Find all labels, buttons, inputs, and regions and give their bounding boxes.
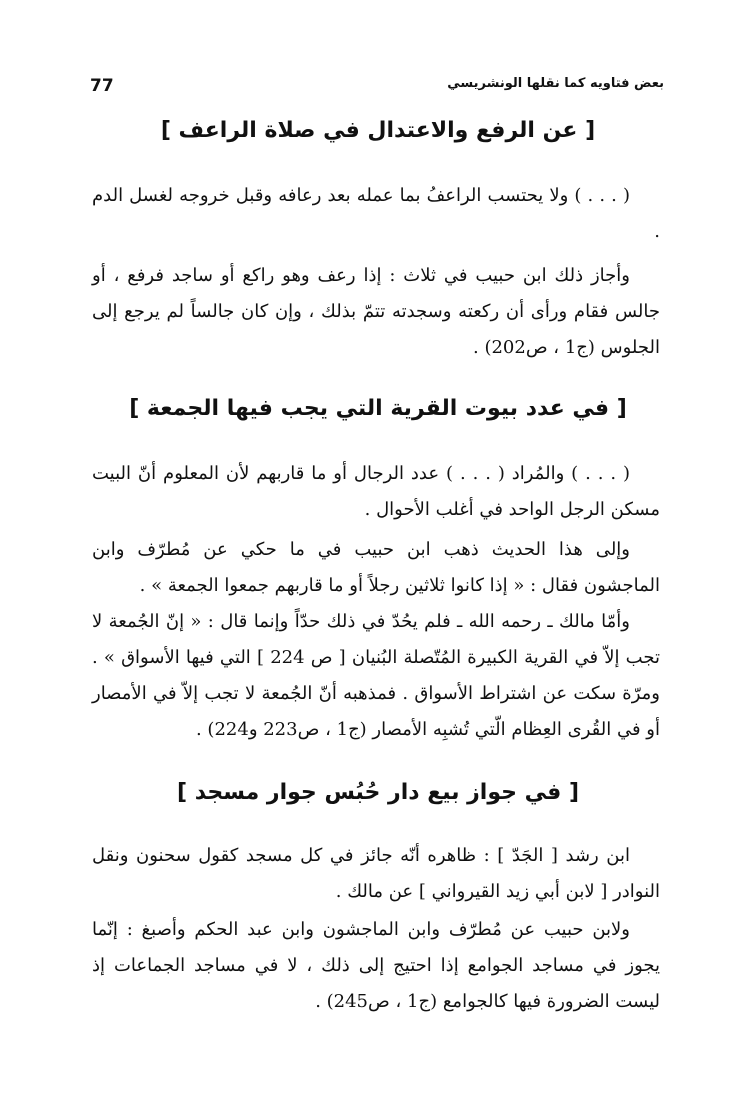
- section-heading-village-houses-friday-prayer: [ في عدد بيوت القرية التي يجب فيها الجمعة ]: [129, 396, 627, 421]
- paragraph: ولابن حبيب عن مُطرّف وابن الماجشون وابن عبد الحكم وأصبغ : إنّما يجوز في مساجد الجوامع إذا احتيج إلى ذلك ، لا في مساجد الجماعات إذ ليست الضرورة فيها كالجوامع (ج1 ، ص245) .: [92, 919, 660, 1012]
- page-number: 77: [90, 76, 114, 96]
- paragraph: ( . . . ) ولا يحتسب الراعفُ بما عمله بعد رعافه وقبل خروجه لغسل الدم .: [92, 185, 660, 242]
- running-head: [0, 74, 756, 102]
- paragraph: وإلى هذا الحديث ذهب ابن حبيب في ما حكي عن مُطرّف وابن الماجشون فقال : « إذا كانوا ثلاثين رجلاً أو ما قاربهم جمعوا الجمعة » .: [92, 539, 660, 596]
- paragraph: ( . . . ) والمُراد ( . . . ) عدد الرجال أو ما قاربهم لأن المعلوم أنّ البيت مسكن الرجل الواحد في أغلب الأحوال .: [92, 463, 660, 520]
- section-heading-raising-in-nosebleed-prayer: [ عن الرفع والاعتدال في صلاة الراعف ]: [160, 118, 596, 143]
- running-title: بعض فتاويه كما نقلها الونشريسي: [447, 76, 664, 91]
- section-heading-selling-endowed-house-near-mosque: [ في جواز بيع دار حُبُس جوار مسجد ]: [176, 780, 580, 805]
- paragraph: وأمّا مالك ـ رحمه الله ـ فلم يحُدّ في ذلك حدّاً وإنما قال : « إنّ الجُمعة لا تجب إلاّ في القرية الكبيرة المُتّصلة البُنيان [ ص 224 ] التي فيها الأسواق » . ومرّة سكت عن اشتراط الأسواق . فمذهبه أنّ الجُمعة لا تجب إلاّ في الأمصار أو في القُرى العِظام الّتي تُشبِه الأمصار (ج1 ، ص223 و224) .: [92, 611, 660, 740]
- paragraph: وأجاز ذلك ابن حبيب في ثلاث : إذا رعف وهو راكع أو ساجد فرفع ، أو جالس فقام ورأى أن ركعته وسجدته تتمّ بذلك ، وإن كان جالساً لم يرجع إلى الجلوس (ج1 ، ص202) .: [92, 265, 660, 358]
- paragraph: ابن رشد [ الجَدّ ] : ظاهره أنّه جائز في كل مسجد كقول سحنون ونقل النوادر [ لابن أبي زيد القيرواني ] عن مالك .: [92, 845, 660, 902]
